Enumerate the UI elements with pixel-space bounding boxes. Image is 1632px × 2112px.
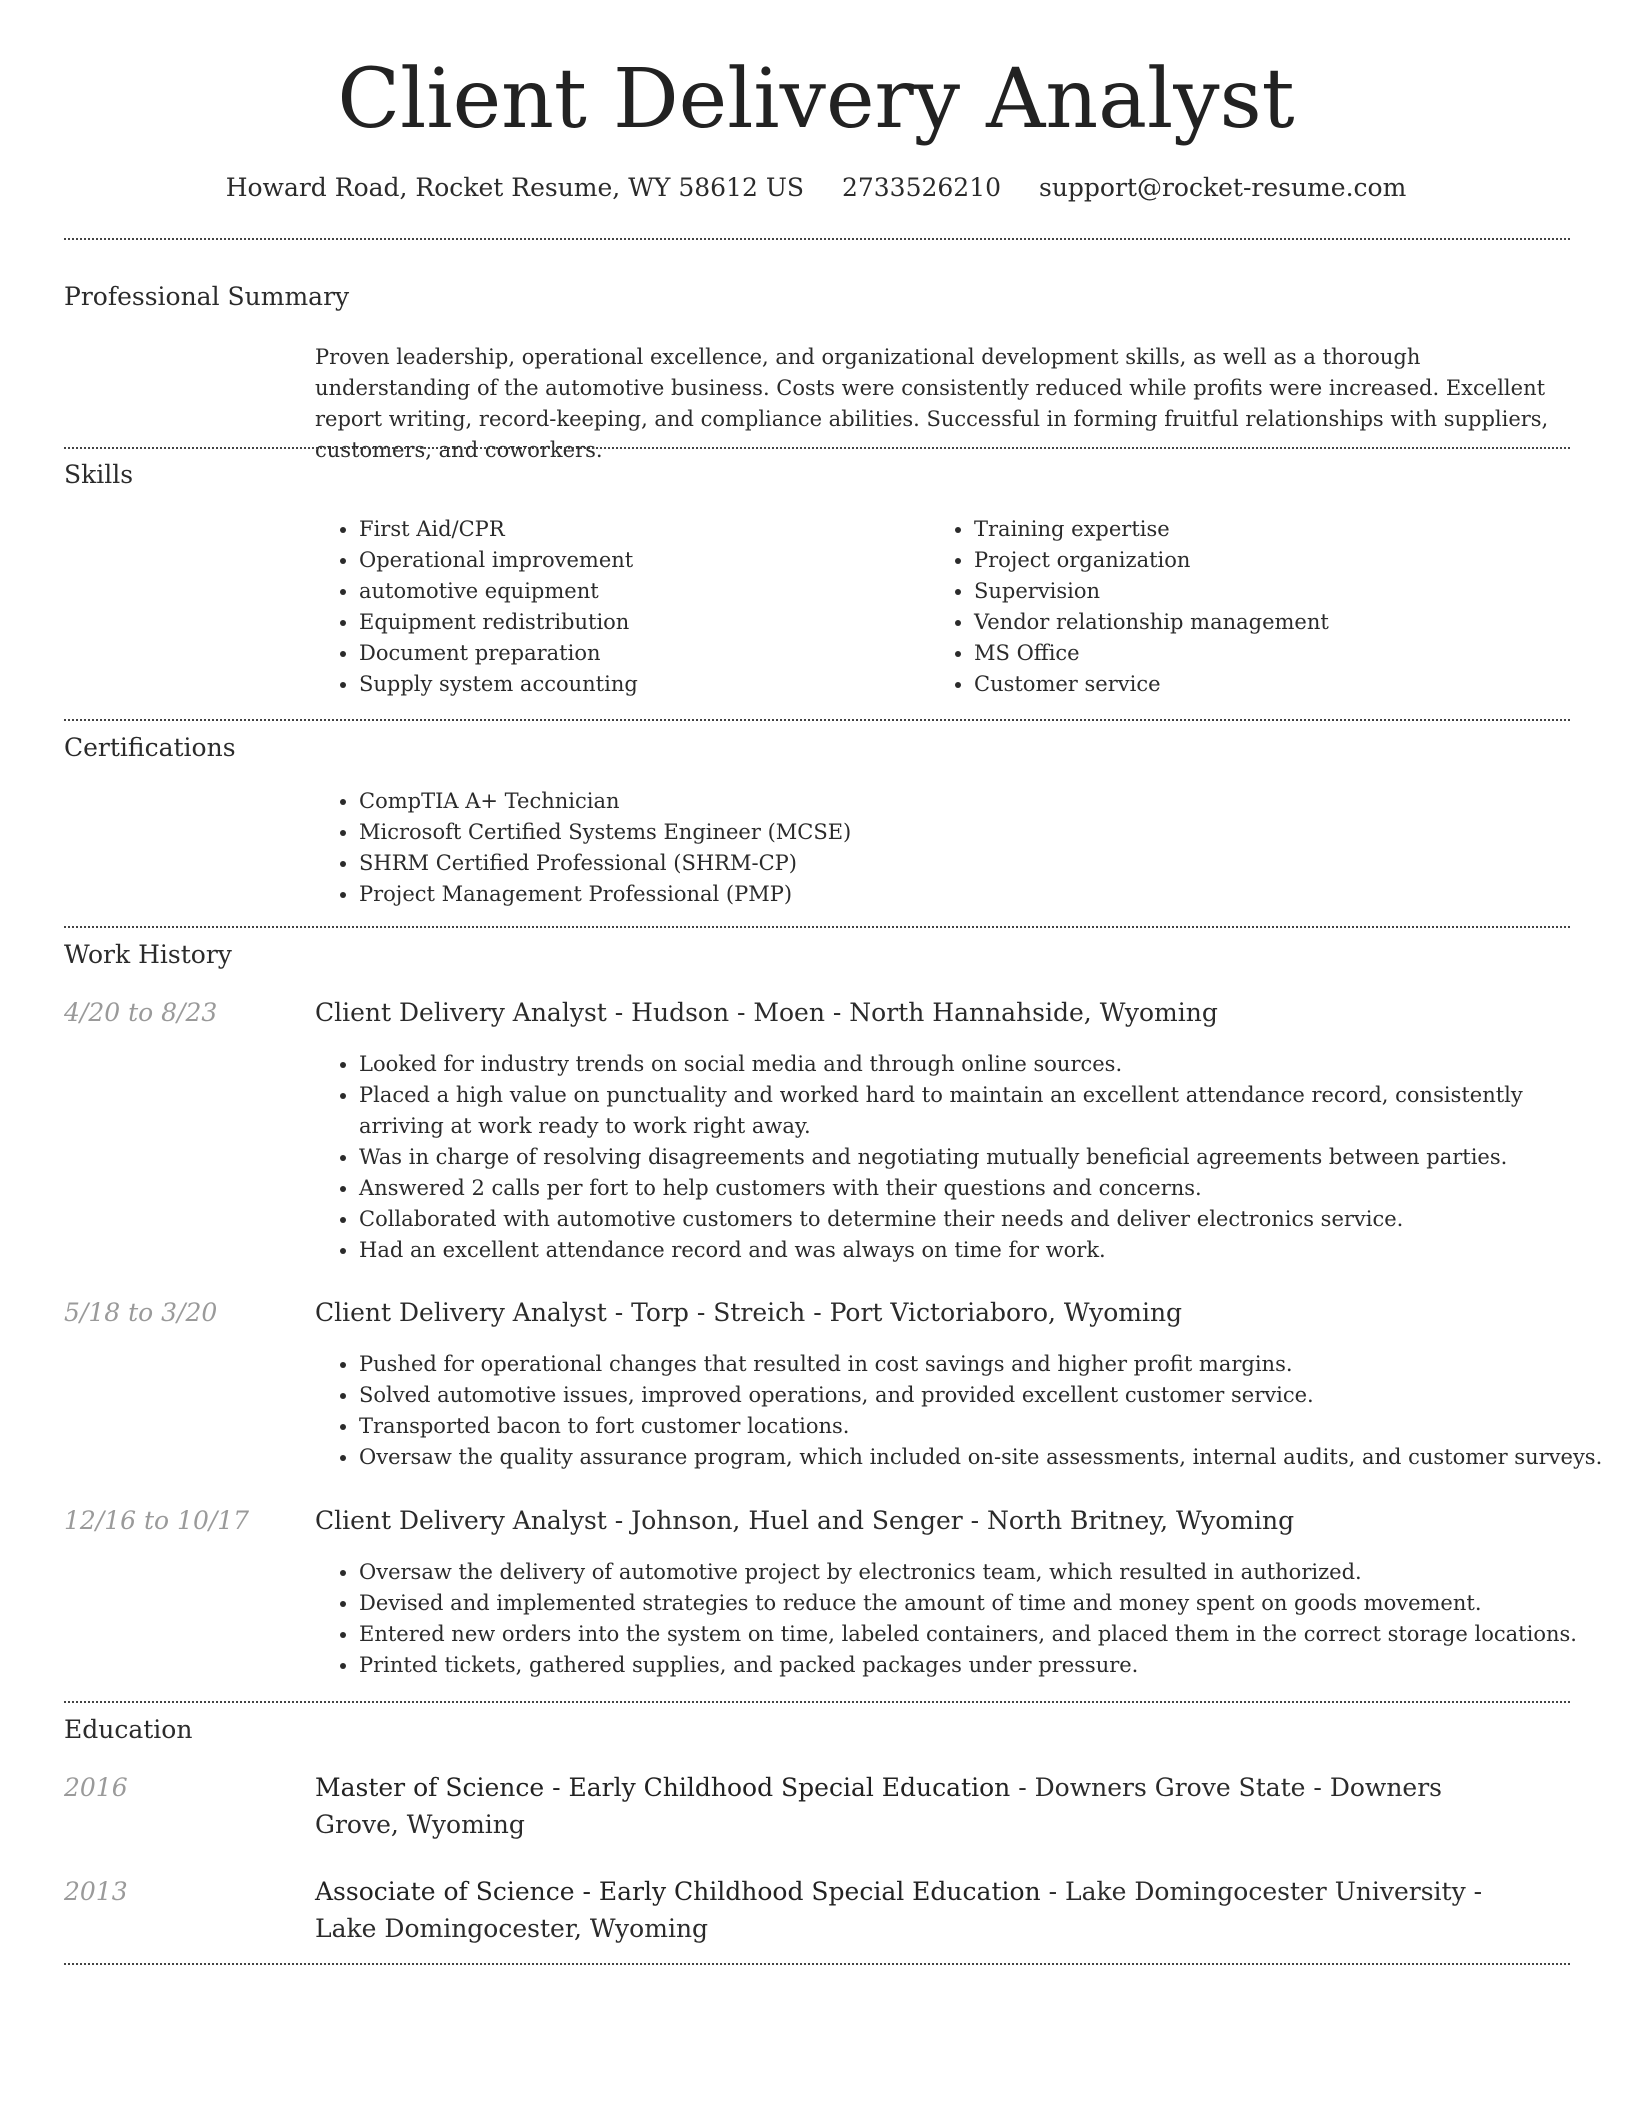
section-title-skills: Skills [64, 460, 134, 489]
section-title-work: Work History [64, 940, 232, 969]
job-bullet: • Answered 2 calls per fort to help customers with their questions and concerns. [359, 1173, 1604, 1204]
skills-list-right [930, 514, 1574, 700]
section-title-education: Education [64, 1715, 193, 1744]
job-dates: 12/16 to 10/17 [64, 1506, 250, 1535]
job-bullet: • Printed tickets, gathered supplies, and packed packages under pressure. [359, 1650, 1604, 1681]
skill-item: • First Aid/CPR [359, 514, 919, 545]
skill-item: • Supply system accounting [359, 669, 919, 700]
skill-item: • Training expertise [974, 514, 1574, 545]
job-bullet: • Oversaw the delivery of automotive project by electronics team, which resulted in authorized. [359, 1557, 1604, 1588]
summary-text: Proven leadership, operational excellence, and organizational development skills, as well as a thorough understanding of the automotive business. Costs were consistently reduced while profits were increased. Excellent report writing, record-keeping, and compliance abilities. Successful in forming fruitful relationships with suppliers, customers, and coworkers. [315, 345, 1549, 462]
education-entry [315, 1769, 1515, 1843]
job-bullet: • Transported bacon to fort customer locations. [359, 1411, 1619, 1442]
job-bullets [315, 1049, 1604, 1266]
skill-item: • automotive equipment [359, 576, 919, 607]
contact-email[interactable]: support@rocket-resume.com [1038, 173, 1407, 202]
contact-address: Howard Road, Rocket Resume, WY 58612 US [225, 173, 805, 202]
job-bullet: • Was in charge of resolving disagreements and negotiating mutually beneficial agreements between parties. [359, 1142, 1604, 1173]
certification-item: • CompTIA A+ Technician [359, 786, 1559, 817]
certification-item: • SHRM Certified Professional (SHRM-CP) [359, 848, 1559, 879]
job-dates: 5/18 to 3/20 [64, 1298, 218, 1327]
job-bullet: • Had an excellent attendance record and was always on time for work. [359, 1235, 1604, 1266]
skill-item: • MS Office [974, 638, 1574, 669]
education-year: 2013 [64, 1877, 128, 1906]
job-title: Client Delivery Analyst - Torp - Streich - Port Victoriaboro, Wyoming [315, 1298, 1183, 1327]
contact-phone: 2733526210 [841, 173, 1002, 202]
job-bullets [315, 1557, 1604, 1681]
skill-item: • Project organization [974, 545, 1574, 576]
skill-item: • Equipment redistribution [359, 607, 919, 638]
contact-line [0, 168, 1632, 208]
job-dates: 4/20 to 8/23 [64, 998, 218, 1027]
education-year: 2016 [64, 1773, 128, 1802]
certification-item: • Microsoft Certified Systems Engineer (MCSE) [359, 817, 1559, 848]
divider [64, 926, 1570, 928]
skill-item: • Document preparation [359, 638, 919, 669]
section-title-summary: Professional Summary [64, 282, 350, 311]
education-entry [315, 1873, 1515, 1947]
certification-item: • Project Management Professional (PMP) [359, 879, 1559, 910]
job-bullet: • Looked for industry trends on social media and through online sources. [359, 1049, 1604, 1080]
resume-name: Client Delivery Analyst [337, 52, 1295, 147]
divider [64, 1701, 1570, 1703]
job-bullet: • Oversaw the quality assurance program, which included on-site assessments, internal audits, and customer surveys. [359, 1442, 1619, 1473]
certifications-list [315, 786, 1559, 910]
job-bullet: • Collaborated with automotive customers to determine their needs and deliver electronics service. [359, 1204, 1604, 1235]
job-title: Client Delivery Analyst - Hudson - Moen - North Hannahside, Wyoming [315, 998, 1218, 1027]
divider [64, 238, 1570, 240]
divider [64, 1963, 1570, 1965]
section-title-certifications: Certifications [64, 733, 236, 762]
skills-list-left [315, 514, 919, 700]
job-bullet: • Entered new orders into the system on time, labeled containers, and placed them in the correct storage locations. [359, 1619, 1604, 1650]
skill-item: • Customer service [974, 669, 1574, 700]
education-degree: Master of Science - Early Childhood Special Education [315, 1773, 1011, 1802]
education-degree: Associate of Science - Early Childhood Special Education [315, 1877, 1041, 1906]
job-bullets [315, 1349, 1619, 1473]
divider [64, 719, 1570, 721]
skill-item: • Vendor relationship management [974, 607, 1574, 638]
education-school: - Downers Grove State - Downers Grove, Wyoming [315, 1773, 1442, 1839]
skill-item: • Supervision [974, 576, 1574, 607]
education-school: - Lake Domingocester University - Lake Domingocester, Wyoming [315, 1877, 1483, 1943]
job-bullet: • Pushed for operational changes that resulted in cost savings and higher profit margins. [359, 1349, 1619, 1380]
divider [64, 447, 1570, 449]
job-bullet: • Devised and implemented strategies to reduce the amount of time and money spent on goods movement. [359, 1588, 1604, 1619]
job-bullet: • Solved automotive issues, improved operations, and provided excellent customer service. [359, 1380, 1619, 1411]
skill-item: • Operational improvement [359, 545, 919, 576]
job-bullet: • Placed a high value on punctuality and worked hard to maintain an excellent attendance record, consistently arriving at work ready to work right away. [359, 1080, 1604, 1142]
job-title: Client Delivery Analyst - Johnson, Huel and Senger - North Britney, Wyoming [315, 1506, 1295, 1535]
